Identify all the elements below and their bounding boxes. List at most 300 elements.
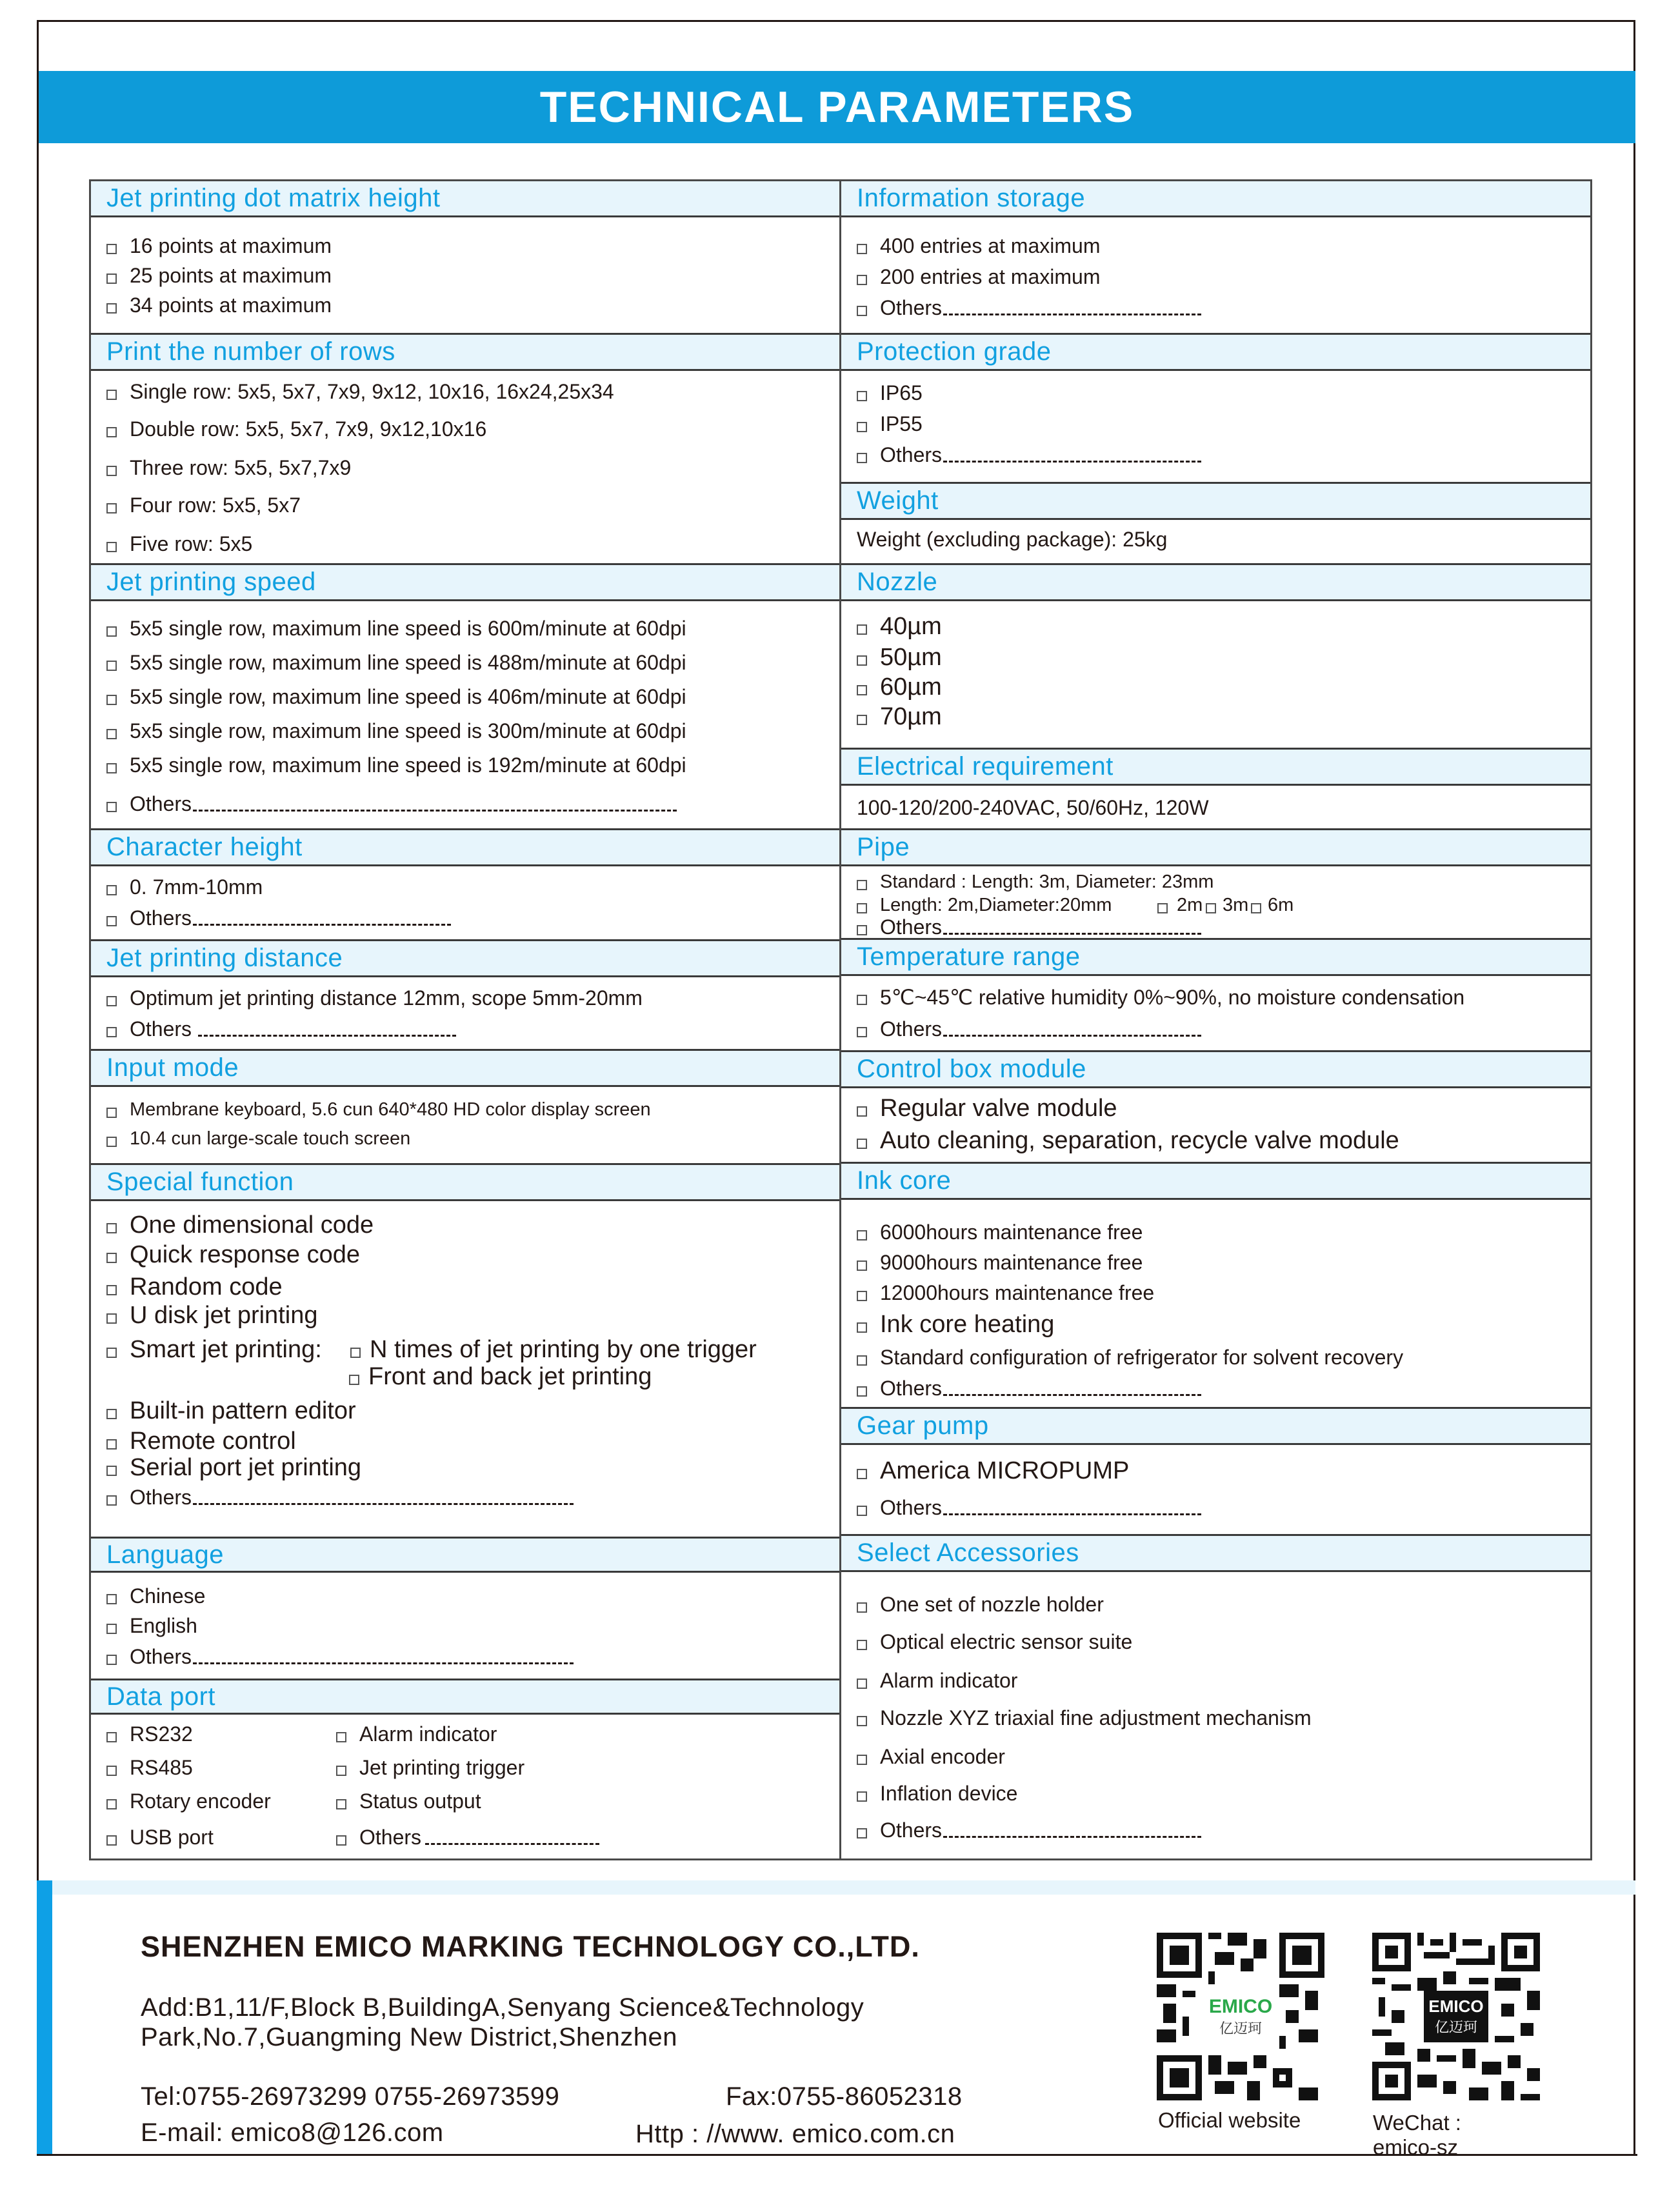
checkbox-icon[interactable] (336, 1799, 346, 1809)
option-label: Inflation device (880, 1782, 1018, 1805)
checkbox-icon[interactable] (106, 996, 117, 1006)
section-title: Language (106, 1540, 224, 1569)
checkbox-option[interactable] (106, 1397, 356, 1425)
checkbox-option[interactable] (857, 872, 1214, 893)
checkbox-icon[interactable] (106, 1732, 117, 1742)
checkbox-icon[interactable] (106, 1137, 117, 1147)
checkbox-option-others[interactable] (857, 1818, 1201, 1842)
section-title: Data port (106, 1682, 216, 1711)
checkbox-option-others[interactable] (857, 443, 1201, 467)
option-label: 0. 7mm-10mm (130, 875, 263, 899)
option-label: Alarm indicator (880, 1669, 1018, 1692)
option-label: 34 points at maximum (130, 294, 332, 317)
option-label: 5x5 single row, maximum line speed is 600m/minute at 60dpi (130, 617, 686, 640)
option-label: 5x5 single row, maximum line speed is 192m/minute at 60dpi (130, 753, 686, 777)
checkbox-icon[interactable] (857, 1506, 867, 1516)
section-heading (841, 335, 1590, 371)
address-line-2: Park,No.7,Guangming New District,Shenzhen (141, 2023, 677, 2051)
checkbox-option[interactable] (857, 1346, 1403, 1370)
checkbox-icon[interactable] (106, 729, 117, 739)
checkbox-option[interactable] (106, 1614, 197, 1638)
logo-text-cn: 亿迈珂 (1219, 2020, 1262, 2037)
checkbox-icon[interactable] (349, 1375, 359, 1385)
emico-logo (1202, 1994, 1279, 2039)
option-label: Quick response code (130, 1241, 360, 1268)
qr-caption-wechat-id: emico-sz (1373, 2135, 1459, 2159)
option-label: English (130, 1614, 197, 1637)
option-label: Serial port jet printing (130, 1454, 362, 1481)
others-fill-line[interactable] (193, 797, 677, 812)
option-label: 200 entries at maximum (880, 265, 1101, 288)
checkbox-icon[interactable] (106, 802, 117, 812)
checkbox-icon[interactable] (336, 1766, 346, 1776)
checkbox-option[interactable] (1251, 895, 1293, 916)
checkbox-icon[interactable] (1157, 903, 1168, 913)
electrical-value: 100-120/200-240VAC, 50/60Hz, 120W (857, 796, 1209, 819)
section-title: Select Accessories (857, 1539, 1079, 1567)
checkbox-icon[interactable] (336, 1835, 346, 1846)
option-label: Others (880, 1377, 943, 1400)
qr-caption-wechat-label: WeChat : (1373, 2111, 1461, 2135)
section-title: Print the number of rows (106, 337, 395, 366)
option-label: 5x5 single row, maximum line speed is 488m/minute at 60dpi (130, 651, 686, 674)
option-label: Front and back jet printing (368, 1363, 652, 1390)
checkbox-option[interactable] (336, 1789, 481, 1813)
option-label: 50µm (880, 644, 942, 671)
section-ink-core (841, 1162, 1590, 1409)
option-label: 40µm (880, 613, 942, 640)
checkbox-option[interactable] (350, 1336, 757, 1364)
section-heading (91, 565, 839, 601)
checkbox-option-others[interactable] (857, 1377, 1201, 1400)
option-label: 25 points at maximum (130, 264, 332, 287)
checkbox-option-others[interactable] (336, 1826, 599, 1849)
email-link[interactable]: E-mail: emico8@126.com (141, 2118, 444, 2147)
section-data-port (91, 1679, 839, 1862)
checkbox-icon[interactable] (106, 427, 117, 437)
checkbox-option[interactable] (857, 1706, 1312, 1730)
checkbox-option[interactable] (336, 1722, 497, 1746)
section-title: Jet printing speed (106, 568, 316, 596)
checkbox-icon[interactable] (106, 1835, 117, 1846)
checkbox-option[interactable] (106, 1211, 374, 1239)
section-title: Nozzle (857, 568, 938, 596)
others-fill-line[interactable] (193, 911, 451, 926)
others-fill-line[interactable] (943, 1022, 1201, 1037)
section-title: Weight (857, 486, 939, 515)
option-label: 70µm (880, 703, 942, 730)
checkbox-option[interactable] (106, 1241, 360, 1269)
section-heading (91, 1679, 839, 1715)
checkbox-option-others[interactable] (106, 906, 451, 930)
checkbox-icon[interactable] (106, 466, 117, 476)
checkbox-option[interactable] (106, 417, 486, 441)
title-banner (39, 71, 1635, 143)
checkbox-option[interactable] (857, 644, 942, 672)
others-fill-line[interactable] (198, 1022, 456, 1037)
checkbox-icon[interactable] (106, 1027, 117, 1037)
option-label: Standard configuration of refrigerator for solvent recovery (880, 1346, 1404, 1369)
section-heading (841, 1052, 1590, 1088)
checkbox-option[interactable] (857, 985, 1464, 1010)
checkbox-option[interactable] (857, 895, 1112, 916)
checkbox-option[interactable] (106, 1756, 193, 1780)
checkbox-option[interactable] (106, 1789, 271, 1813)
checkbox-icon[interactable] (857, 1291, 867, 1301)
option-label: Axial encoder (880, 1745, 1005, 1768)
section-heading (91, 830, 839, 866)
section-title: Pipe (857, 833, 910, 861)
section-title: Electrical requirement (857, 752, 1114, 781)
option-label: 10.4 cun large-scale touch screen (130, 1128, 411, 1149)
checkbox-option[interactable] (106, 1302, 317, 1330)
checkbox-option[interactable] (857, 412, 923, 436)
checkbox-option[interactable] (106, 1584, 205, 1608)
fax: Fax:0755-86052318 (726, 2082, 963, 2111)
checkbox-icon[interactable] (106, 390, 117, 400)
checkbox-option-others[interactable] (857, 296, 1201, 320)
checkbox-icon[interactable] (857, 422, 867, 432)
option-label: 12000hours maintenance free (880, 1281, 1155, 1304)
checkbox-option[interactable] (857, 265, 1100, 289)
section-title: Special function (106, 1168, 294, 1196)
others-fill-line[interactable] (193, 1649, 574, 1664)
checkbox-option[interactable] (857, 1281, 1154, 1305)
checkbox-option[interactable] (106, 651, 686, 675)
option-label: 6m (1268, 895, 1294, 915)
section-temperature-range (841, 938, 1590, 1052)
option-label: 6000hours maintenance free (880, 1221, 1143, 1244)
checkbox-icon[interactable] (857, 1791, 867, 1802)
checkbox-option[interactable] (857, 673, 942, 701)
checkbox-option[interactable] (106, 1454, 361, 1482)
checkbox-icon[interactable] (106, 916, 117, 926)
checkbox-option[interactable] (106, 1428, 296, 1455)
checkbox-icon[interactable] (857, 1355, 867, 1366)
checkbox-icon[interactable] (857, 715, 867, 725)
checkbox-option[interactable] (857, 1745, 1005, 1769)
qr-caption-website: Official website (1158, 2108, 1301, 2132)
checkbox-icon[interactable] (857, 453, 867, 463)
others-fill-line[interactable] (943, 301, 1201, 315)
checkbox-icon[interactable] (106, 1223, 117, 1233)
checkbox-icon[interactable] (106, 1108, 117, 1118)
option-label: 5x5 single row, maximum line speed is 406m/minute at 60dpi (130, 685, 686, 708)
checkbox-icon[interactable] (857, 1230, 867, 1241)
checkbox-icon[interactable] (857, 880, 867, 890)
section-heading (91, 1051, 839, 1087)
option-label: Rotary encoder (130, 1789, 271, 1813)
footer-divider-bar (52, 1880, 1635, 1895)
checkbox-icon[interactable] (106, 1439, 117, 1450)
option-label: Optical electric sensor suite (880, 1630, 1133, 1653)
checkbox-option[interactable] (349, 1363, 652, 1391)
checkbox-option[interactable] (857, 1457, 1129, 1485)
checkbox-icon[interactable] (106, 303, 117, 314)
checkbox-option[interactable] (857, 234, 1100, 258)
checkbox-option[interactable] (857, 1221, 1143, 1244)
others-fill-line[interactable] (943, 1500, 1201, 1515)
checkbox-option[interactable] (106, 456, 351, 480)
section-language-content (91, 1537, 839, 1679)
checkbox-icon[interactable] (106, 542, 117, 552)
section-weight (841, 482, 1590, 565)
section-heading (91, 181, 839, 217)
checkbox-option[interactable] (106, 493, 301, 517)
option-label: IP55 (880, 412, 923, 435)
option-label: Random code (130, 1273, 283, 1300)
checkbox-icon[interactable] (857, 1027, 867, 1037)
checkbox-option[interactable] (106, 1273, 283, 1301)
option-label: Ink core heating (880, 1311, 1055, 1338)
checkbox-option[interactable] (857, 1251, 1143, 1275)
checkbox-icon[interactable] (106, 1466, 117, 1476)
checkbox-icon[interactable] (106, 1348, 117, 1358)
checkbox-option[interactable] (857, 1669, 1017, 1693)
checkbox-icon[interactable] (857, 1716, 867, 1726)
checkbox-icon[interactable] (106, 274, 117, 284)
section-heading (91, 1165, 839, 1201)
checkbox-icon[interactable] (857, 685, 867, 695)
others-fill-line[interactable] (193, 1490, 574, 1505)
checkbox-icon[interactable] (857, 995, 867, 1005)
others-fill-line[interactable] (943, 1823, 1201, 1838)
checkbox-icon[interactable] (336, 1732, 346, 1742)
option-label: Others (880, 915, 943, 939)
checkbox-option[interactable] (106, 1336, 322, 1364)
option-label: Status output (359, 1789, 481, 1813)
option-label: Single row: 5x5, 5x7, 7x9, 9x12, 10x16, 16x24,25x34 (130, 380, 614, 403)
checkbox-option-others[interactable] (857, 1017, 1201, 1041)
checkbox-option[interactable] (106, 986, 643, 1010)
website-link[interactable]: Http : //www. emico.com.cn (635, 2120, 955, 2148)
checkbox-option-others[interactable] (857, 915, 1201, 939)
checkbox-icon[interactable] (857, 925, 867, 935)
section-jet-printing-distance (91, 939, 839, 1051)
option-label: 9000hours maintenance free (880, 1251, 1143, 1274)
checkbox-icon[interactable] (350, 1348, 361, 1358)
checkbox-icon[interactable] (106, 1409, 117, 1419)
checkbox-option[interactable] (857, 613, 942, 641)
option-label: Five row: 5x5 (130, 532, 253, 555)
option-label: Double row: 5x5, 5x7, 7x9, 9x12,10x16 (130, 417, 487, 441)
checkbox-option[interactable] (106, 380, 614, 404)
section-nozzle (841, 563, 1590, 750)
section-heading (841, 181, 1590, 217)
checkbox-option-others[interactable] (106, 792, 677, 816)
checkbox-icon[interactable] (857, 1679, 867, 1689)
checkbox-icon[interactable] (857, 1469, 867, 1479)
checkbox-option-others[interactable] (857, 1496, 1201, 1520)
section-title: Character height (106, 833, 303, 861)
checkbox-icon[interactable] (857, 1755, 867, 1765)
checkbox-option[interactable] (857, 1782, 1017, 1806)
section-heading (841, 750, 1590, 786)
checkbox-option-others[interactable] (106, 1645, 574, 1669)
checkbox-option[interactable] (106, 1826, 214, 1849)
left-column (91, 181, 841, 1858)
checkbox-option[interactable] (106, 1099, 651, 1121)
checkbox-icon[interactable] (857, 1322, 867, 1333)
logo-text-cn: 亿迈珂 (1434, 2019, 1477, 2035)
others-fill-line[interactable] (943, 1381, 1201, 1396)
checkbox-icon[interactable] (857, 244, 867, 254)
checkbox-option[interactable] (106, 685, 686, 709)
checkbox-icon[interactable] (857, 391, 867, 401)
checkbox-icon[interactable] (106, 1313, 117, 1324)
section-heading (841, 940, 1590, 976)
checkbox-icon[interactable] (106, 1285, 117, 1295)
section-jet-printing-speed (91, 563, 839, 830)
section-input-mode (91, 1049, 839, 1165)
checkbox-option-others[interactable] (106, 1017, 456, 1041)
section-gear-pump (841, 1407, 1590, 1536)
section-character-height (91, 828, 839, 941)
section-title: Ink core (857, 1166, 952, 1195)
option-label: Four row: 5x5, 5x7 (130, 493, 301, 517)
logo-text: EMICO (1428, 1997, 1484, 2016)
company-name: SHENZHEN EMICO MARKING TECHNOLOGY CO.,LTD. (141, 1930, 920, 1963)
checkbox-option[interactable] (106, 1128, 410, 1150)
checkbox-icon[interactable] (857, 1828, 867, 1838)
option-label: Others (130, 906, 192, 930)
checkbox-icon[interactable] (857, 306, 867, 316)
option-label: Membrane keyboard, 5.6 cun 640*480 HD color display screen (130, 1099, 651, 1120)
option-label: 5℃~45℃ relative humidity 0%~90%, no moisture condensation (880, 986, 1465, 1009)
checkbox-option-others[interactable] (106, 1486, 574, 1510)
section-title: Jet printing dot matrix height (106, 184, 441, 212)
checkbox-option[interactable] (857, 1095, 1117, 1122)
section-title: Input mode (106, 1053, 239, 1082)
checkbox-icon[interactable] (857, 655, 867, 666)
checkbox-icon[interactable] (857, 275, 867, 285)
checkbox-option[interactable] (106, 264, 332, 288)
others-fill-line[interactable] (425, 1830, 599, 1845)
section-heading (841, 1409, 1590, 1445)
checkbox-option[interactable] (857, 1127, 1399, 1155)
option-label: Others (880, 1496, 943, 1519)
section-title: Jet printing distance (106, 944, 343, 972)
option-label: Others (359, 1826, 422, 1849)
option-label: 400 entries at maximum (880, 234, 1101, 257)
checkbox-icon[interactable] (106, 1624, 117, 1634)
checkbox-icon[interactable] (106, 1766, 117, 1776)
checkbox-icon[interactable] (857, 624, 867, 635)
option-label: Chinese (130, 1584, 206, 1608)
section-special-function (91, 1163, 839, 1509)
option-label: Remote control (130, 1428, 296, 1455)
checkbox-option[interactable] (1157, 895, 1203, 916)
section-title: Protection grade (857, 337, 1052, 366)
option-label: USB port (130, 1826, 214, 1849)
checkbox-option[interactable] (106, 234, 332, 258)
checkbox-icon[interactable] (857, 1640, 867, 1650)
checkbox-icon[interactable] (857, 1260, 867, 1271)
option-label: One set of nozzle holder (880, 1593, 1104, 1616)
checkbox-icon[interactable] (857, 1602, 867, 1613)
checkbox-option[interactable] (336, 1756, 524, 1780)
section-heading (841, 565, 1590, 601)
checkbox-option[interactable] (106, 719, 686, 743)
checkbox-icon[interactable] (106, 244, 117, 254)
checkbox-option[interactable] (106, 617, 686, 641)
right-column (841, 181, 1590, 1858)
checkbox-icon[interactable] (857, 903, 867, 913)
option-label: Optimum jet printing distance 12mm, scope 5mm-20mm (130, 986, 643, 1010)
checkbox-icon[interactable] (106, 695, 117, 705)
section-number-of-rows (91, 333, 839, 565)
checkbox-icon[interactable] (106, 1655, 117, 1665)
qr-code-website[interactable] (1157, 1933, 1324, 2100)
option-label: Others (880, 1017, 943, 1041)
checkbox-option[interactable] (106, 532, 252, 556)
section-electrical-requirement (841, 748, 1590, 830)
option-label: Three row: 5x5, 5x7,7x9 (130, 456, 352, 479)
checkbox-icon[interactable] (106, 763, 117, 773)
option-label: Smart jet printing: (130, 1336, 322, 1363)
checkbox-icon[interactable] (106, 661, 117, 671)
checkbox-option[interactable] (106, 753, 686, 777)
checkbox-icon[interactable] (106, 626, 117, 637)
checkbox-icon[interactable] (106, 885, 117, 895)
option-label: Jet printing trigger (359, 1756, 525, 1779)
section-heading (91, 1537, 839, 1573)
checkbox-icon[interactable] (106, 503, 117, 513)
option-label: Others (130, 1486, 192, 1509)
checkbox-option[interactable] (106, 875, 263, 899)
checkbox-icon[interactable] (106, 1799, 117, 1809)
checkbox-icon[interactable] (106, 1594, 117, 1604)
checkbox-icon[interactable] (1206, 903, 1216, 913)
checkbox-option[interactable] (1206, 895, 1248, 916)
parameters-table (89, 179, 1592, 1860)
checkbox-option[interactable] (857, 1593, 1104, 1617)
checkbox-option[interactable] (857, 1630, 1132, 1654)
option-label: U disk jet printing (130, 1302, 318, 1329)
section-heading (841, 1536, 1590, 1572)
checkbox-option[interactable] (857, 381, 923, 405)
option-label: Auto cleaning, separation, recycle valve module (880, 1127, 1399, 1154)
checkbox-icon[interactable] (106, 1253, 117, 1263)
checkbox-icon[interactable] (857, 1139, 867, 1149)
option-label: 60µm (880, 673, 942, 701)
checkbox-icon[interactable] (857, 1386, 867, 1397)
emico-logo (1417, 1994, 1495, 2039)
option-label: 2m (1177, 895, 1203, 915)
section-heading (91, 335, 839, 371)
checkbox-option[interactable] (857, 703, 942, 731)
checkbox-option[interactable] (857, 1311, 1054, 1339)
qr-code-wechat[interactable] (1372, 1933, 1540, 2100)
checkbox-icon[interactable] (857, 1106, 867, 1117)
others-fill-line[interactable] (943, 448, 1201, 463)
option-label: Nozzle XYZ triaxial fine adjustment mechanism (880, 1706, 1312, 1729)
option-label: RS232 (130, 1722, 193, 1746)
section-heading (841, 1164, 1590, 1200)
checkbox-icon[interactable] (1251, 903, 1261, 913)
option-label: IP65 (880, 381, 923, 404)
option-label: One dimensional code (130, 1211, 374, 1239)
weight-value: Weight (excluding package): 25kg (857, 528, 1168, 551)
telephone: Tel:0755-26973299 0755-26973599 (141, 2082, 560, 2111)
checkbox-icon[interactable] (106, 1495, 117, 1506)
section-title: Temperature range (857, 942, 1081, 971)
checkbox-option[interactable] (106, 294, 332, 317)
option-label: RS485 (130, 1756, 193, 1779)
section-title: Gear pump (857, 1411, 989, 1440)
others-fill-line[interactable] (943, 920, 1201, 935)
checkbox-option[interactable] (106, 1722, 193, 1746)
